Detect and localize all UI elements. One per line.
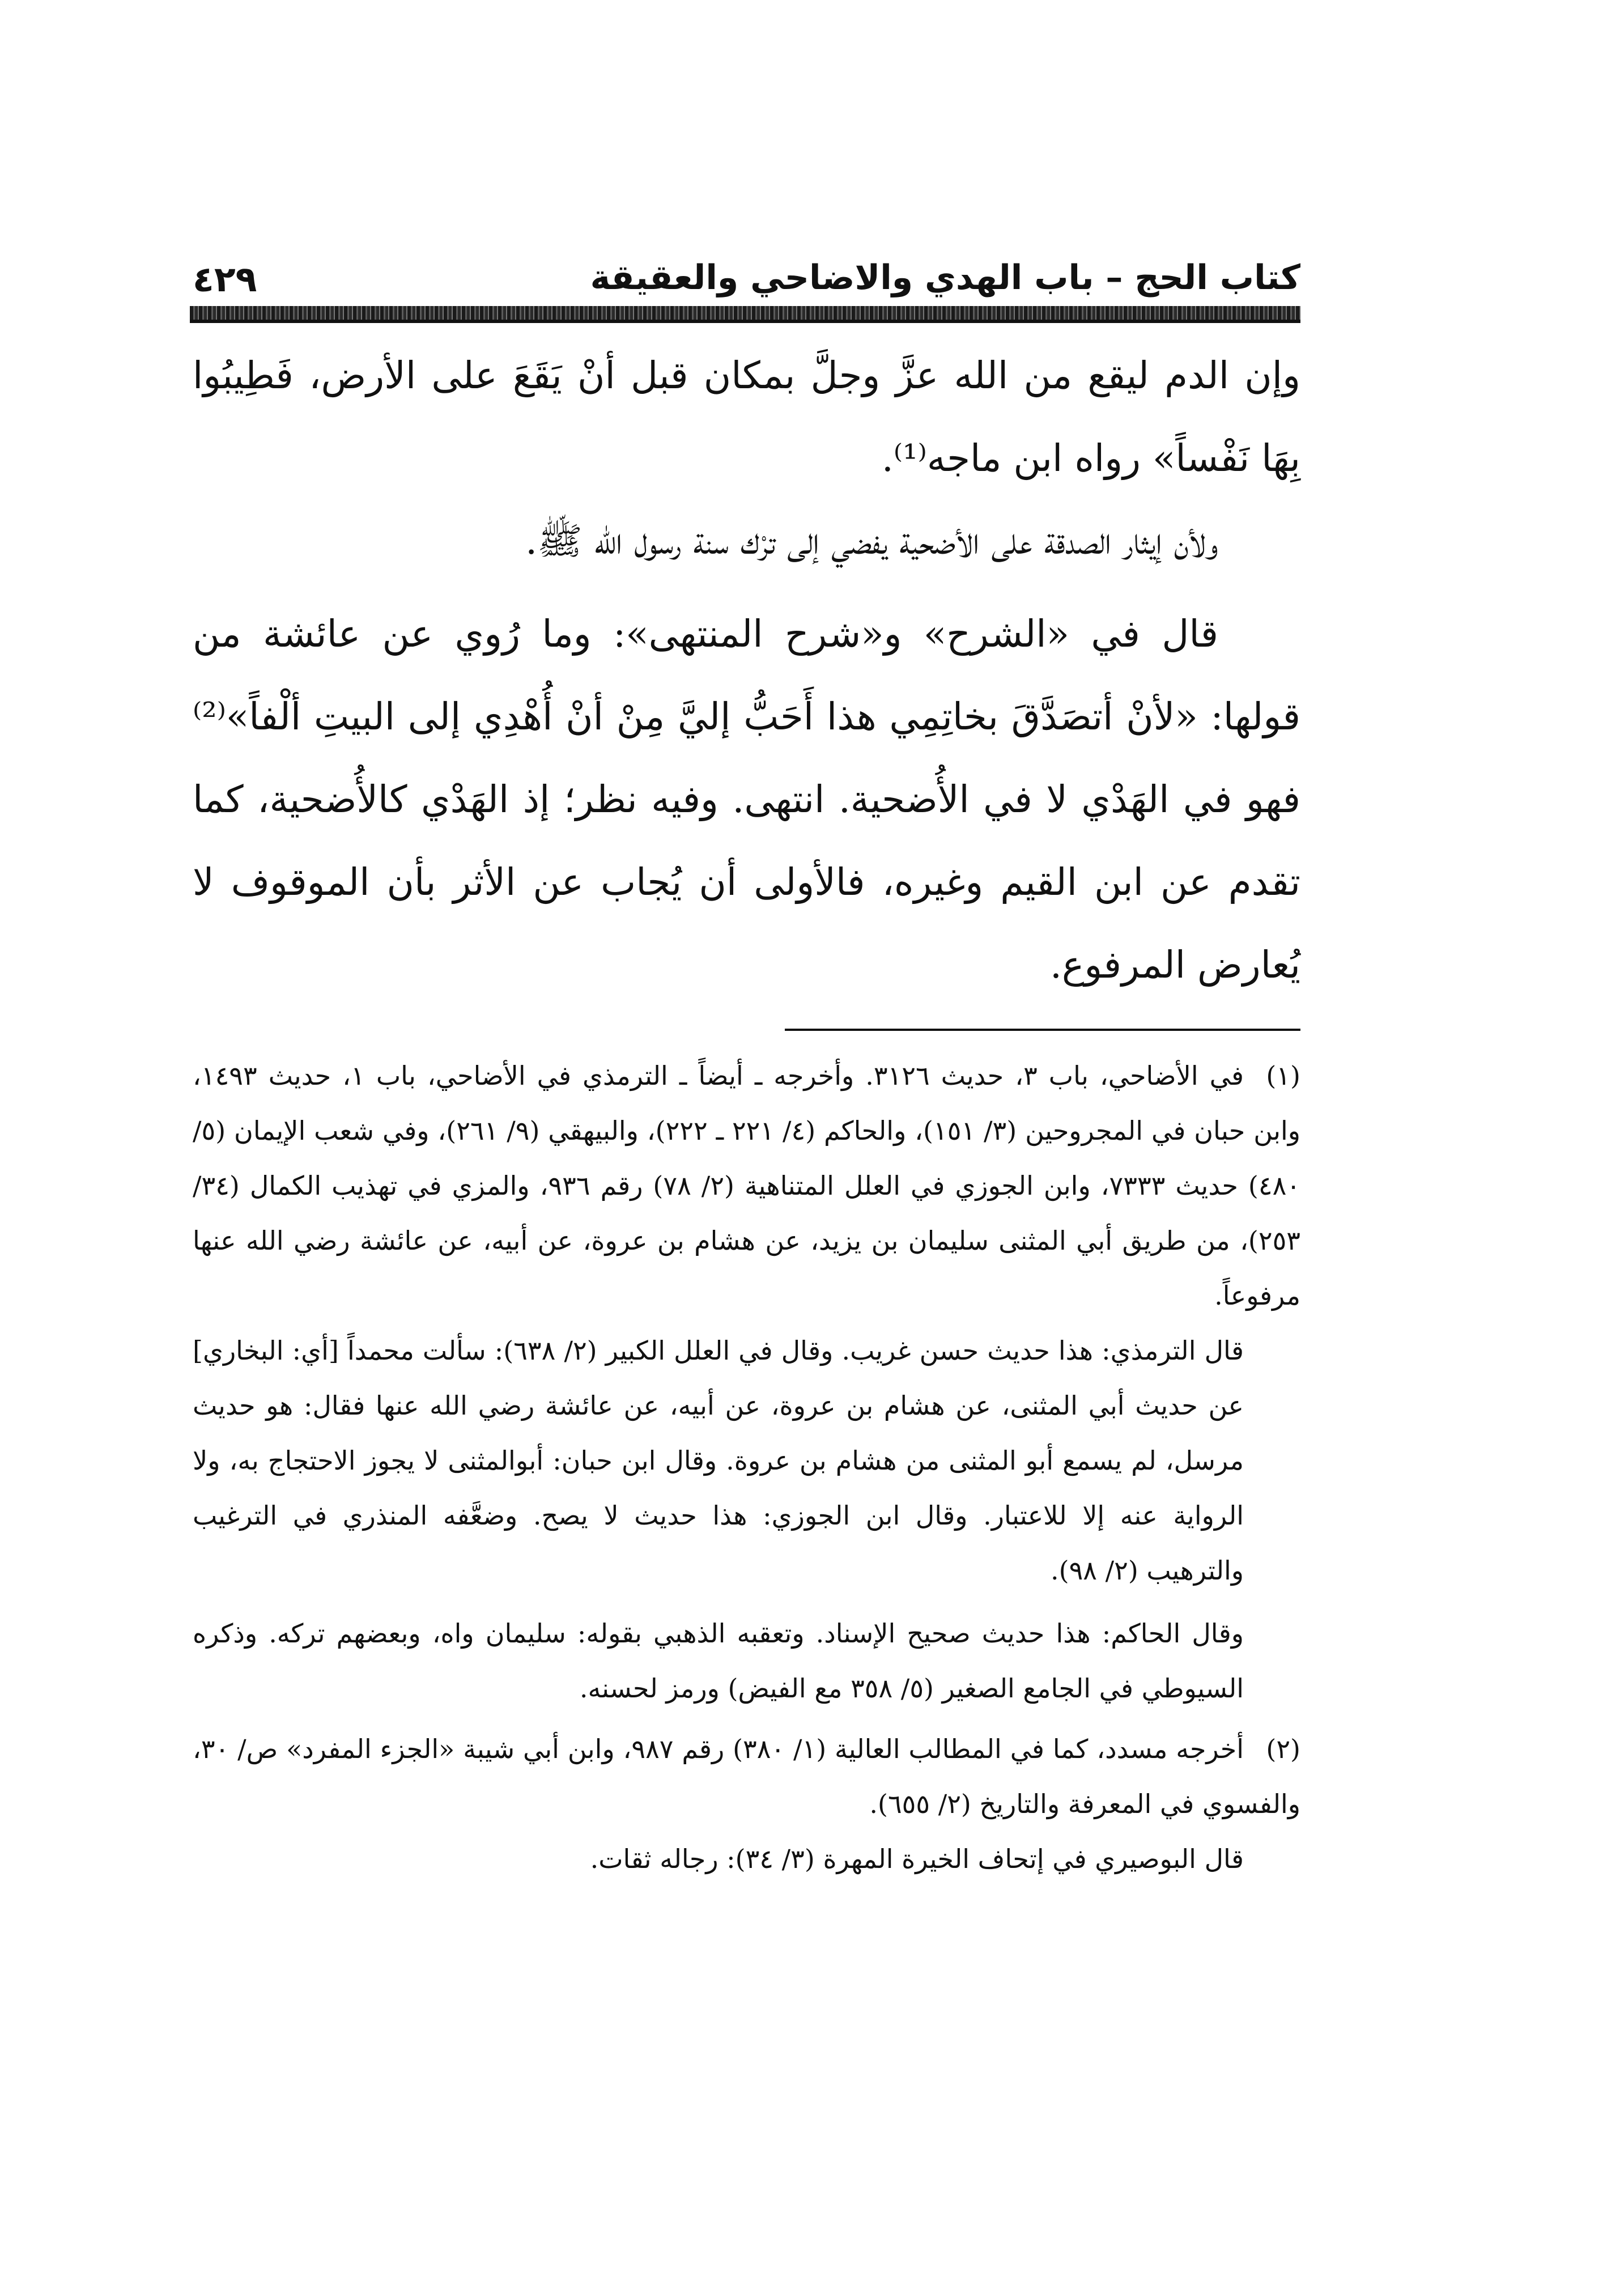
footnote-1 xyxy=(193,1048,1300,1716)
footnote-text: أخرجه مسدد، كما في المطالب العالية (١/ ٣٨٠) رقم ٩٨٧، وابن أبي شيبة «الجزء المفرد» ص/ ٣٠، والفسوي في المعرفة والتاريخ (٢/ ٦٥٥). xyxy=(193,1734,1300,1819)
footnote-number: (١) xyxy=(1266,1060,1300,1091)
footnote-text: وقال الحاكم: هذا حديث صحيح الإسناد. وتعقبه الذهبي بقوله: سليمان واه، وبعضهم تركه. وذكره السيوطي في الجامع الصغير (٥/ ٣٥٨ مع الفيض) ورمز لحسنه. xyxy=(193,1618,1244,1704)
footnote-text: قال البوصيري في إتحاف الخيرة المهرة (٣/ ٣٤): رجاله ثقات. xyxy=(590,1844,1244,1874)
footnote-separator xyxy=(785,1029,1300,1031)
main-paragraph-1: وإن الدم ليقع من الله عزَّ وجلَّ بمكان قبل أنْ يَقَعَ على الأرض، فَطِيبُوا بِهَا نَفْساً» رواه ابن ماجه⁽¹⁾. xyxy=(193,354,1300,480)
page-header xyxy=(193,238,1300,300)
footnote-text: في الأضاحي، باب ٣، حديث ٣١٢٦. وأخرجه ـ أيضاً ـ الترمذي في الأضاحي، باب ١، حديث ١٤٩٣، وابن حبان في المجروحين (٣/ ١٥١)، والحاكم (٤/ ٢٢١ ـ ٢٢٢)، والبيهقي (٩/ ٢٦١)، وفي شعب الإيمان (٥/ ٤٨٠) حديث ٧٣٣٣، وابن الجوزي في العلل المتناهية (٢/ ٧٨) رقم ٩٣٦، والمزي في تهذيب الكمال (٣٤/ ٢٥٣)، من طريق أبي المثنى سليمان بن يزيد، عن هشام بن عروة، عن أبيه، عن عائشة رضي الله عنها مرفوعاً. xyxy=(193,1060,1301,1311)
running-title: كتاب الحج – باب الهدي والاضاحي والعقيقة xyxy=(590,258,1300,298)
footnote-2 xyxy=(193,1722,1300,1887)
main-paragraph-3: قال في «الشرح» و«شرح المنتهى»: وما رُوي عن عائشة من قولها: «لأنْ أتصَدَّقَ بخاتِمِي هذا أَحَبُّ إليَّ مِنْ أنْ أُهْدِي إلى البيتِ ألْفاً»⁽²⁾ فهو في الهَدْي لا في الأُضحية. انتهى. وفيه نظر؛ إذ الهَدْي كالأُضحية، كما تقدم عن ابن القيم وغيره، فالأولى أن يُجاب عن الأثر بأن الموقوف لا يُعارض المرفوع. xyxy=(193,612,1300,987)
main-text xyxy=(193,334,1300,1007)
footnote-2-first xyxy=(193,1722,1300,1832)
footnote-1-first xyxy=(193,1048,1300,1323)
page-number: ٤٢٩ xyxy=(193,258,257,300)
footnote-number: (٢) xyxy=(1266,1734,1300,1764)
header-divider xyxy=(190,306,1300,320)
footnote-text: قال الترمذي: هذا حديث حسن غريب. وقال في العلل الكبير (٢/ ٦٣٨): سألت محمداً [أي: البخاري] عن حديث أبي المثنى، عن هشام بن عروة، عن أبيه، عن عائشة رضي الله عنها فقال: هو حديث مرسل، لم يسمع أبو المثنى من هشام بن عروة. وقال ابن حبان: أبوالمثنى لا يجوز الاحتجاج به، ولا الرواية عنه إلا للاعتبار. وقال ابن الجوزي: هذا حديث لا يصح. وضعَّفه المنذري في الترغيب والترهيب (٢/ ٩٨). xyxy=(193,1335,1244,1586)
footnotes xyxy=(193,1048,1300,1892)
main-paragraph-2: ولأن إيثار الصدقة على الأضحية يفضي إلى ترْك سنة رسول الله ﷺ. xyxy=(525,519,1218,563)
